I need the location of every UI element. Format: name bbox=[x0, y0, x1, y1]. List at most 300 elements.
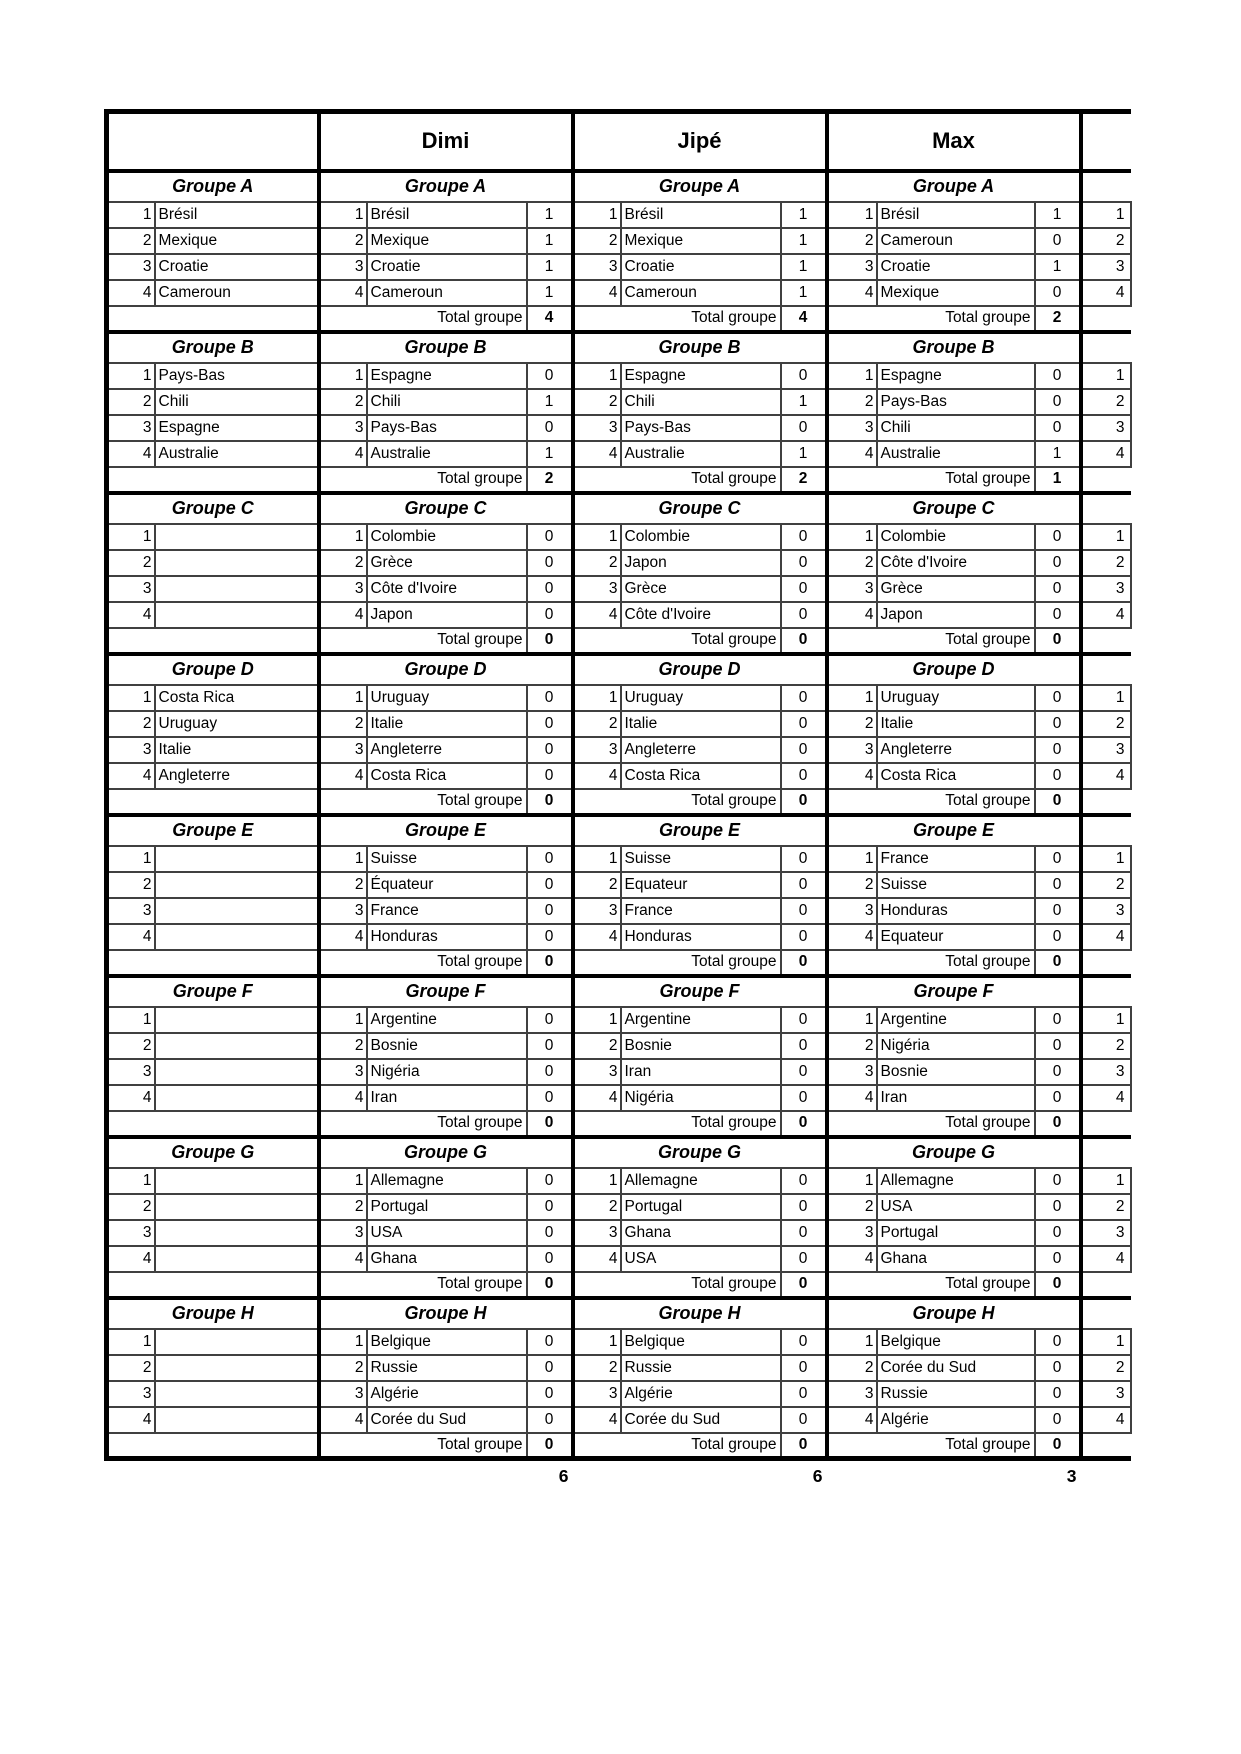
jipe-rank-cell: 1 bbox=[573, 846, 621, 872]
dimi-rank-cell: 3 bbox=[319, 898, 367, 924]
group-header-spacer bbox=[1081, 1137, 1131, 1168]
row-number-cell: 2 bbox=[1081, 711, 1131, 737]
reference-rank-cell: 4 bbox=[107, 763, 155, 789]
total-label-jipe: Total groupe bbox=[573, 950, 781, 976]
group-header-max: Groupe D bbox=[827, 654, 1081, 685]
reference-rank-cell: 3 bbox=[107, 898, 155, 924]
team-row bbox=[107, 846, 1131, 872]
total-label-max: Total groupe bbox=[827, 306, 1035, 332]
reference-team-cell bbox=[155, 524, 319, 550]
reference-rank-cell: 1 bbox=[107, 846, 155, 872]
total-label-max: Total groupe bbox=[827, 950, 1035, 976]
total-label-dimi: Total groupe bbox=[319, 467, 527, 493]
jipe-score-cell: 1 bbox=[781, 228, 827, 254]
reference-rank-cell: 4 bbox=[107, 924, 155, 950]
jipe-team-cell: Suisse bbox=[621, 846, 781, 872]
max-team-cell: Colombie bbox=[877, 524, 1035, 550]
team-row bbox=[107, 685, 1131, 711]
max-rank-cell: 3 bbox=[827, 737, 877, 763]
dimi-rank-cell: 4 bbox=[319, 1085, 367, 1111]
reference-team-cell bbox=[155, 1033, 319, 1059]
team-row bbox=[107, 1059, 1131, 1085]
jipe-rank-cell: 4 bbox=[573, 280, 621, 306]
dimi-team-cell: Corée du Sud bbox=[367, 1407, 527, 1433]
column-header-dimi: Dimi bbox=[319, 112, 573, 171]
max-rank-cell: 3 bbox=[827, 1059, 877, 1085]
dimi-team-cell: Uruguay bbox=[367, 685, 527, 711]
max-score-cell: 0 bbox=[1035, 1381, 1081, 1407]
row-number-cell: 2 bbox=[1081, 550, 1131, 576]
row-number-cell: 2 bbox=[1081, 1355, 1131, 1381]
jipe-team-cell: Algérie bbox=[621, 1381, 781, 1407]
reference-rank-cell: 4 bbox=[107, 1085, 155, 1111]
total-value-jipe: 0 bbox=[781, 1433, 827, 1459]
jipe-rank-cell: 3 bbox=[573, 737, 621, 763]
grand-total-dimi: 6 bbox=[558, 1466, 569, 1486]
dimi-rank-cell: 3 bbox=[319, 254, 367, 280]
row-number-cell: 4 bbox=[1081, 1085, 1131, 1111]
total-spacer-left bbox=[107, 1111, 319, 1137]
dimi-rank-cell: 2 bbox=[319, 872, 367, 898]
reference-rank-cell: 2 bbox=[107, 1355, 155, 1381]
row-number-cell: 3 bbox=[1081, 737, 1131, 763]
reference-team-cell bbox=[155, 576, 319, 602]
max-score-cell: 0 bbox=[1035, 415, 1081, 441]
max-team-cell: Costa Rica bbox=[877, 763, 1035, 789]
jipe-team-cell: Pays-Bas bbox=[621, 415, 781, 441]
reference-rank-cell: 1 bbox=[107, 1007, 155, 1033]
group-header-dimi: Groupe A bbox=[319, 171, 573, 202]
row-number-cell: 1 bbox=[1081, 1007, 1131, 1033]
reference-rank-cell: 3 bbox=[107, 1220, 155, 1246]
total-label-max: Total groupe bbox=[827, 467, 1035, 493]
jipe-score-cell: 0 bbox=[781, 1007, 827, 1033]
total-label-jipe: Total groupe bbox=[573, 1272, 781, 1298]
jipe-score-cell: 0 bbox=[781, 1407, 827, 1433]
total-spacer-right bbox=[1081, 306, 1131, 332]
total-value-dimi: 0 bbox=[527, 1111, 573, 1137]
jipe-score-cell: 0 bbox=[781, 846, 827, 872]
max-rank-cell: 2 bbox=[827, 1194, 877, 1220]
row-number-cell: 3 bbox=[1081, 1220, 1131, 1246]
max-score-cell: 0 bbox=[1035, 550, 1081, 576]
group-header-max: Groupe H bbox=[827, 1298, 1081, 1329]
team-row bbox=[107, 1246, 1131, 1272]
jipe-rank-cell: 2 bbox=[573, 872, 621, 898]
jipe-score-cell: 0 bbox=[781, 1033, 827, 1059]
group-header-dimi: Groupe B bbox=[319, 332, 573, 363]
jipe-score-cell: 0 bbox=[781, 711, 827, 737]
grand-totals-section bbox=[107, 1459, 1131, 1495]
reference-team-cell: Cameroun bbox=[155, 280, 319, 306]
dimi-team-cell: Espagne bbox=[367, 363, 527, 389]
row-number-cell: 2 bbox=[1081, 228, 1131, 254]
group-header-max: Groupe E bbox=[827, 815, 1081, 846]
dimi-rank-cell: 1 bbox=[319, 524, 367, 550]
group-header-jipe: Groupe A bbox=[573, 171, 827, 202]
jipe-rank-cell: 4 bbox=[573, 602, 621, 628]
column-header-max: Max bbox=[827, 112, 1081, 171]
reference-rank-cell: 3 bbox=[107, 1381, 155, 1407]
jipe-rank-cell: 3 bbox=[573, 576, 621, 602]
dimi-rank-cell: 3 bbox=[319, 1059, 367, 1085]
jipe-rank-cell: 4 bbox=[573, 1246, 621, 1272]
dimi-team-cell: Russie bbox=[367, 1355, 527, 1381]
jipe-score-cell: 0 bbox=[781, 924, 827, 950]
dimi-score-cell: 0 bbox=[527, 1007, 573, 1033]
jipe-team-cell: Honduras bbox=[621, 924, 781, 950]
row-number-cell: 4 bbox=[1081, 280, 1131, 306]
dimi-rank-cell: 4 bbox=[319, 280, 367, 306]
grand-total-jipe: 6 bbox=[812, 1466, 823, 1486]
dimi-rank-cell: 2 bbox=[319, 1194, 367, 1220]
max-score-cell: 0 bbox=[1035, 898, 1081, 924]
group-header-reference: Groupe A bbox=[107, 171, 319, 202]
total-label-max: Total groupe bbox=[827, 1111, 1035, 1137]
reference-team-cell: Chili bbox=[155, 389, 319, 415]
jipe-rank-cell: 2 bbox=[573, 711, 621, 737]
jipe-team-cell: Côte d'Ivoire bbox=[621, 602, 781, 628]
row-number-cell: 4 bbox=[1081, 1407, 1131, 1433]
group-total-row bbox=[107, 789, 1131, 815]
team-row bbox=[107, 280, 1131, 306]
max-score-cell: 0 bbox=[1035, 846, 1081, 872]
group-header-dimi: Groupe H bbox=[319, 1298, 573, 1329]
team-row bbox=[107, 737, 1131, 763]
reference-team-cell bbox=[155, 1355, 319, 1381]
max-team-cell: Cameroun bbox=[877, 228, 1035, 254]
max-rank-cell: 3 bbox=[827, 576, 877, 602]
reference-team-cell bbox=[155, 1085, 319, 1111]
team-row bbox=[107, 1220, 1131, 1246]
jipe-rank-cell: 2 bbox=[573, 389, 621, 415]
total-value-dimi: 0 bbox=[527, 950, 573, 976]
total-spacer-right bbox=[1081, 628, 1131, 654]
group-header-jipe: Groupe C bbox=[573, 493, 827, 524]
max-team-cell: Espagne bbox=[877, 363, 1035, 389]
max-rank-cell: 1 bbox=[827, 202, 877, 228]
group-header-row bbox=[107, 815, 1131, 846]
jipe-team-cell: Grèce bbox=[621, 576, 781, 602]
total-label-dimi: Total groupe bbox=[319, 1272, 527, 1298]
dimi-team-cell: Pays-Bas bbox=[367, 415, 527, 441]
row-number-cell: 1 bbox=[1081, 1168, 1131, 1194]
total-value-dimi: 0 bbox=[527, 628, 573, 654]
max-score-cell: 0 bbox=[1035, 524, 1081, 550]
jipe-team-cell: Colombie bbox=[621, 524, 781, 550]
max-team-cell: Belgique bbox=[877, 1329, 1035, 1355]
max-score-cell: 0 bbox=[1035, 711, 1081, 737]
jipe-rank-cell: 2 bbox=[573, 228, 621, 254]
jipe-score-cell: 0 bbox=[781, 737, 827, 763]
group-header-dimi: Groupe C bbox=[319, 493, 573, 524]
dimi-score-cell: 1 bbox=[527, 389, 573, 415]
max-score-cell: 0 bbox=[1035, 1168, 1081, 1194]
total-label-jipe: Total groupe bbox=[573, 306, 781, 332]
row-number-cell: 1 bbox=[1081, 846, 1131, 872]
jipe-team-cell: Italie bbox=[621, 711, 781, 737]
max-rank-cell: 2 bbox=[827, 872, 877, 898]
jipe-rank-cell: 1 bbox=[573, 363, 621, 389]
jipe-score-cell: 0 bbox=[781, 1168, 827, 1194]
max-team-cell: France bbox=[877, 846, 1035, 872]
max-score-cell: 0 bbox=[1035, 872, 1081, 898]
dimi-score-cell: 0 bbox=[527, 415, 573, 441]
dimi-score-cell: 0 bbox=[527, 576, 573, 602]
dimi-score-cell: 1 bbox=[527, 228, 573, 254]
max-rank-cell: 4 bbox=[827, 763, 877, 789]
max-rank-cell: 1 bbox=[827, 1007, 877, 1033]
max-team-cell: Nigéria bbox=[877, 1033, 1035, 1059]
dimi-rank-cell: 3 bbox=[319, 576, 367, 602]
jipe-rank-cell: 2 bbox=[573, 1194, 621, 1220]
max-score-cell: 0 bbox=[1035, 576, 1081, 602]
max-rank-cell: 2 bbox=[827, 228, 877, 254]
total-label-max: Total groupe bbox=[827, 1433, 1035, 1459]
jipe-rank-cell: 1 bbox=[573, 685, 621, 711]
reference-rank-cell: 2 bbox=[107, 872, 155, 898]
max-rank-cell: 3 bbox=[827, 898, 877, 924]
jipe-score-cell: 0 bbox=[781, 524, 827, 550]
max-team-cell: Croatie bbox=[877, 254, 1035, 280]
grand-spacer bbox=[319, 1459, 527, 1495]
reference-team-cell: Croatie bbox=[155, 254, 319, 280]
team-row bbox=[107, 1329, 1131, 1355]
row-number-cell: 2 bbox=[1081, 1194, 1131, 1220]
total-spacer-right bbox=[1081, 467, 1131, 493]
jipe-score-cell: 1 bbox=[781, 389, 827, 415]
row-number-cell: 3 bbox=[1081, 415, 1131, 441]
jipe-rank-cell: 4 bbox=[573, 1407, 621, 1433]
total-value-max: 0 bbox=[1035, 789, 1081, 815]
total-value-max: 1 bbox=[1035, 467, 1081, 493]
group-header-row bbox=[107, 654, 1131, 685]
dimi-team-cell: Cameroun bbox=[367, 280, 527, 306]
dimi-rank-cell: 2 bbox=[319, 389, 367, 415]
group-header-spacer bbox=[1081, 493, 1131, 524]
total-label-dimi: Total groupe bbox=[319, 950, 527, 976]
group-total-row bbox=[107, 1433, 1131, 1459]
reference-team-cell bbox=[155, 1220, 319, 1246]
jipe-score-cell: 0 bbox=[781, 1220, 827, 1246]
max-team-cell: Portugal bbox=[877, 1220, 1035, 1246]
jipe-team-cell: Ghana bbox=[621, 1220, 781, 1246]
group-header-jipe: Groupe F bbox=[573, 976, 827, 1007]
reference-team-cell bbox=[155, 1059, 319, 1085]
group-header-spacer bbox=[1081, 332, 1131, 363]
max-rank-cell: 4 bbox=[827, 602, 877, 628]
jipe-rank-cell: 1 bbox=[573, 1168, 621, 1194]
group-header-reference: Groupe C bbox=[107, 493, 319, 524]
team-row bbox=[107, 363, 1131, 389]
group-total-row bbox=[107, 306, 1131, 332]
dimi-team-cell: Italie bbox=[367, 711, 527, 737]
reference-team-cell bbox=[155, 550, 319, 576]
group-header-row bbox=[107, 976, 1131, 1007]
jipe-rank-cell: 3 bbox=[573, 254, 621, 280]
reference-rank-cell: 1 bbox=[107, 363, 155, 389]
dimi-team-cell: France bbox=[367, 898, 527, 924]
dimi-rank-cell: 2 bbox=[319, 1033, 367, 1059]
max-team-cell: Mexique bbox=[877, 280, 1035, 306]
dimi-rank-cell: 2 bbox=[319, 550, 367, 576]
jipe-team-cell: Australie bbox=[621, 441, 781, 467]
dimi-rank-cell: 4 bbox=[319, 602, 367, 628]
total-value-jipe: 2 bbox=[781, 467, 827, 493]
jipe-score-cell: 0 bbox=[781, 898, 827, 924]
max-team-cell: Uruguay bbox=[877, 685, 1035, 711]
max-team-cell: Allemagne bbox=[877, 1168, 1035, 1194]
row-number-cell: 2 bbox=[1081, 1033, 1131, 1059]
total-value-max: 0 bbox=[1035, 1272, 1081, 1298]
group-header-spacer bbox=[1081, 654, 1131, 685]
total-label-dimi: Total groupe bbox=[319, 1111, 527, 1137]
team-row bbox=[107, 415, 1131, 441]
reference-team-cell bbox=[155, 924, 319, 950]
jipe-score-cell: 0 bbox=[781, 763, 827, 789]
group-header-dimi: Groupe F bbox=[319, 976, 573, 1007]
max-team-cell: Suisse bbox=[877, 872, 1035, 898]
dimi-score-cell: 1 bbox=[527, 254, 573, 280]
dimi-score-cell: 1 bbox=[527, 280, 573, 306]
dimi-team-cell: Grèce bbox=[367, 550, 527, 576]
reference-team-cell bbox=[155, 1168, 319, 1194]
dimi-team-cell: Costa Rica bbox=[367, 763, 527, 789]
dimi-score-cell: 1 bbox=[527, 202, 573, 228]
reference-rank-cell: 1 bbox=[107, 685, 155, 711]
reference-team-cell: Australie bbox=[155, 441, 319, 467]
total-spacer-right bbox=[1081, 1111, 1131, 1137]
team-row bbox=[107, 1007, 1131, 1033]
reference-team-cell bbox=[155, 872, 319, 898]
group-header-reference: Groupe E bbox=[107, 815, 319, 846]
dimi-score-cell: 0 bbox=[527, 1329, 573, 1355]
reference-team-cell bbox=[155, 1329, 319, 1355]
reference-team-cell: Angleterre bbox=[155, 763, 319, 789]
max-rank-cell: 1 bbox=[827, 1329, 877, 1355]
grand-spacer bbox=[107, 1459, 319, 1495]
reference-rank-cell: 4 bbox=[107, 441, 155, 467]
reference-rank-cell: 2 bbox=[107, 228, 155, 254]
jipe-team-cell: Japon bbox=[621, 550, 781, 576]
reference-rank-cell: 1 bbox=[107, 1168, 155, 1194]
reference-team-cell bbox=[155, 602, 319, 628]
dimi-team-cell: Chili bbox=[367, 389, 527, 415]
dimi-score-cell: 0 bbox=[527, 1059, 573, 1085]
grand-total-max: 3 bbox=[1066, 1466, 1077, 1486]
dimi-rank-cell: 3 bbox=[319, 1381, 367, 1407]
jipe-rank-cell: 4 bbox=[573, 441, 621, 467]
team-row bbox=[107, 924, 1131, 950]
grand-spacer bbox=[1081, 1459, 1131, 1495]
total-value-max: 0 bbox=[1035, 1433, 1081, 1459]
group-header-spacer bbox=[1081, 171, 1131, 202]
jipe-team-cell: Belgique bbox=[621, 1329, 781, 1355]
reference-rank-cell: 3 bbox=[107, 737, 155, 763]
dimi-rank-cell: 1 bbox=[319, 1007, 367, 1033]
max-team-cell: Algérie bbox=[877, 1407, 1035, 1433]
row-number-cell: 1 bbox=[1081, 524, 1131, 550]
reference-team-cell: Espagne bbox=[155, 415, 319, 441]
jipe-team-cell: Argentine bbox=[621, 1007, 781, 1033]
reference-team-cell: Costa Rica bbox=[155, 685, 319, 711]
max-score-cell: 0 bbox=[1035, 685, 1081, 711]
max-score-cell: 0 bbox=[1035, 602, 1081, 628]
reference-rank-cell: 2 bbox=[107, 1033, 155, 1059]
group-total-row bbox=[107, 1111, 1131, 1137]
group-header-jipe: Groupe E bbox=[573, 815, 827, 846]
jipe-score-cell: 0 bbox=[781, 602, 827, 628]
dimi-rank-cell: 4 bbox=[319, 763, 367, 789]
dimi-score-cell: 0 bbox=[527, 1194, 573, 1220]
dimi-score-cell: 1 bbox=[527, 441, 573, 467]
dimi-rank-cell: 2 bbox=[319, 1355, 367, 1381]
jipe-team-cell: Russie bbox=[621, 1355, 781, 1381]
dimi-score-cell: 0 bbox=[527, 685, 573, 711]
jipe-rank-cell: 1 bbox=[573, 524, 621, 550]
max-score-cell: 0 bbox=[1035, 389, 1081, 415]
max-score-cell: 0 bbox=[1035, 1033, 1081, 1059]
max-score-cell: 0 bbox=[1035, 1085, 1081, 1111]
max-rank-cell: 1 bbox=[827, 363, 877, 389]
max-rank-cell: 2 bbox=[827, 550, 877, 576]
total-spacer-left bbox=[107, 950, 319, 976]
reference-team-cell: Mexique bbox=[155, 228, 319, 254]
total-value-jipe: 0 bbox=[781, 628, 827, 654]
dimi-score-cell: 0 bbox=[527, 763, 573, 789]
total-label-jipe: Total groupe bbox=[573, 628, 781, 654]
jipe-rank-cell: 3 bbox=[573, 415, 621, 441]
row-number-cell: 1 bbox=[1081, 1329, 1131, 1355]
reference-rank-cell: 3 bbox=[107, 415, 155, 441]
team-row bbox=[107, 1085, 1131, 1111]
group-header-reference: Groupe B bbox=[107, 332, 319, 363]
team-row bbox=[107, 602, 1131, 628]
dimi-score-cell: 0 bbox=[527, 1168, 573, 1194]
dimi-team-cell: Allemagne bbox=[367, 1168, 527, 1194]
max-rank-cell: 1 bbox=[827, 1168, 877, 1194]
total-value-max: 0 bbox=[1035, 950, 1081, 976]
dimi-score-cell: 0 bbox=[527, 1220, 573, 1246]
total-value-jipe: 0 bbox=[781, 789, 827, 815]
dimi-rank-cell: 3 bbox=[319, 1220, 367, 1246]
jipe-score-cell: 0 bbox=[781, 1085, 827, 1111]
row-number-cell: 4 bbox=[1081, 1246, 1131, 1272]
row-number-cell: 1 bbox=[1081, 202, 1131, 228]
row-number-cell: 4 bbox=[1081, 924, 1131, 950]
group-header-max: Groupe A bbox=[827, 171, 1081, 202]
reference-rank-cell: 2 bbox=[107, 550, 155, 576]
total-spacer-right bbox=[1081, 1433, 1131, 1459]
max-team-cell: Grèce bbox=[877, 576, 1035, 602]
team-row bbox=[107, 1168, 1131, 1194]
reference-rank-cell: 1 bbox=[107, 1329, 155, 1355]
team-row bbox=[107, 389, 1131, 415]
group-header-jipe: Groupe G bbox=[573, 1137, 827, 1168]
header-spacer-right bbox=[1081, 112, 1131, 171]
jipe-rank-cell: 3 bbox=[573, 1059, 621, 1085]
max-team-cell: Côte d'Ivoire bbox=[877, 550, 1035, 576]
row-number-cell: 1 bbox=[1081, 685, 1131, 711]
dimi-rank-cell: 1 bbox=[319, 363, 367, 389]
group-total-row bbox=[107, 1272, 1131, 1298]
reference-team-cell bbox=[155, 1381, 319, 1407]
total-spacer-left bbox=[107, 789, 319, 815]
reference-rank-cell: 1 bbox=[107, 202, 155, 228]
dimi-team-cell: Nigéria bbox=[367, 1059, 527, 1085]
max-rank-cell: 2 bbox=[827, 711, 877, 737]
max-team-cell: Bosnie bbox=[877, 1059, 1035, 1085]
